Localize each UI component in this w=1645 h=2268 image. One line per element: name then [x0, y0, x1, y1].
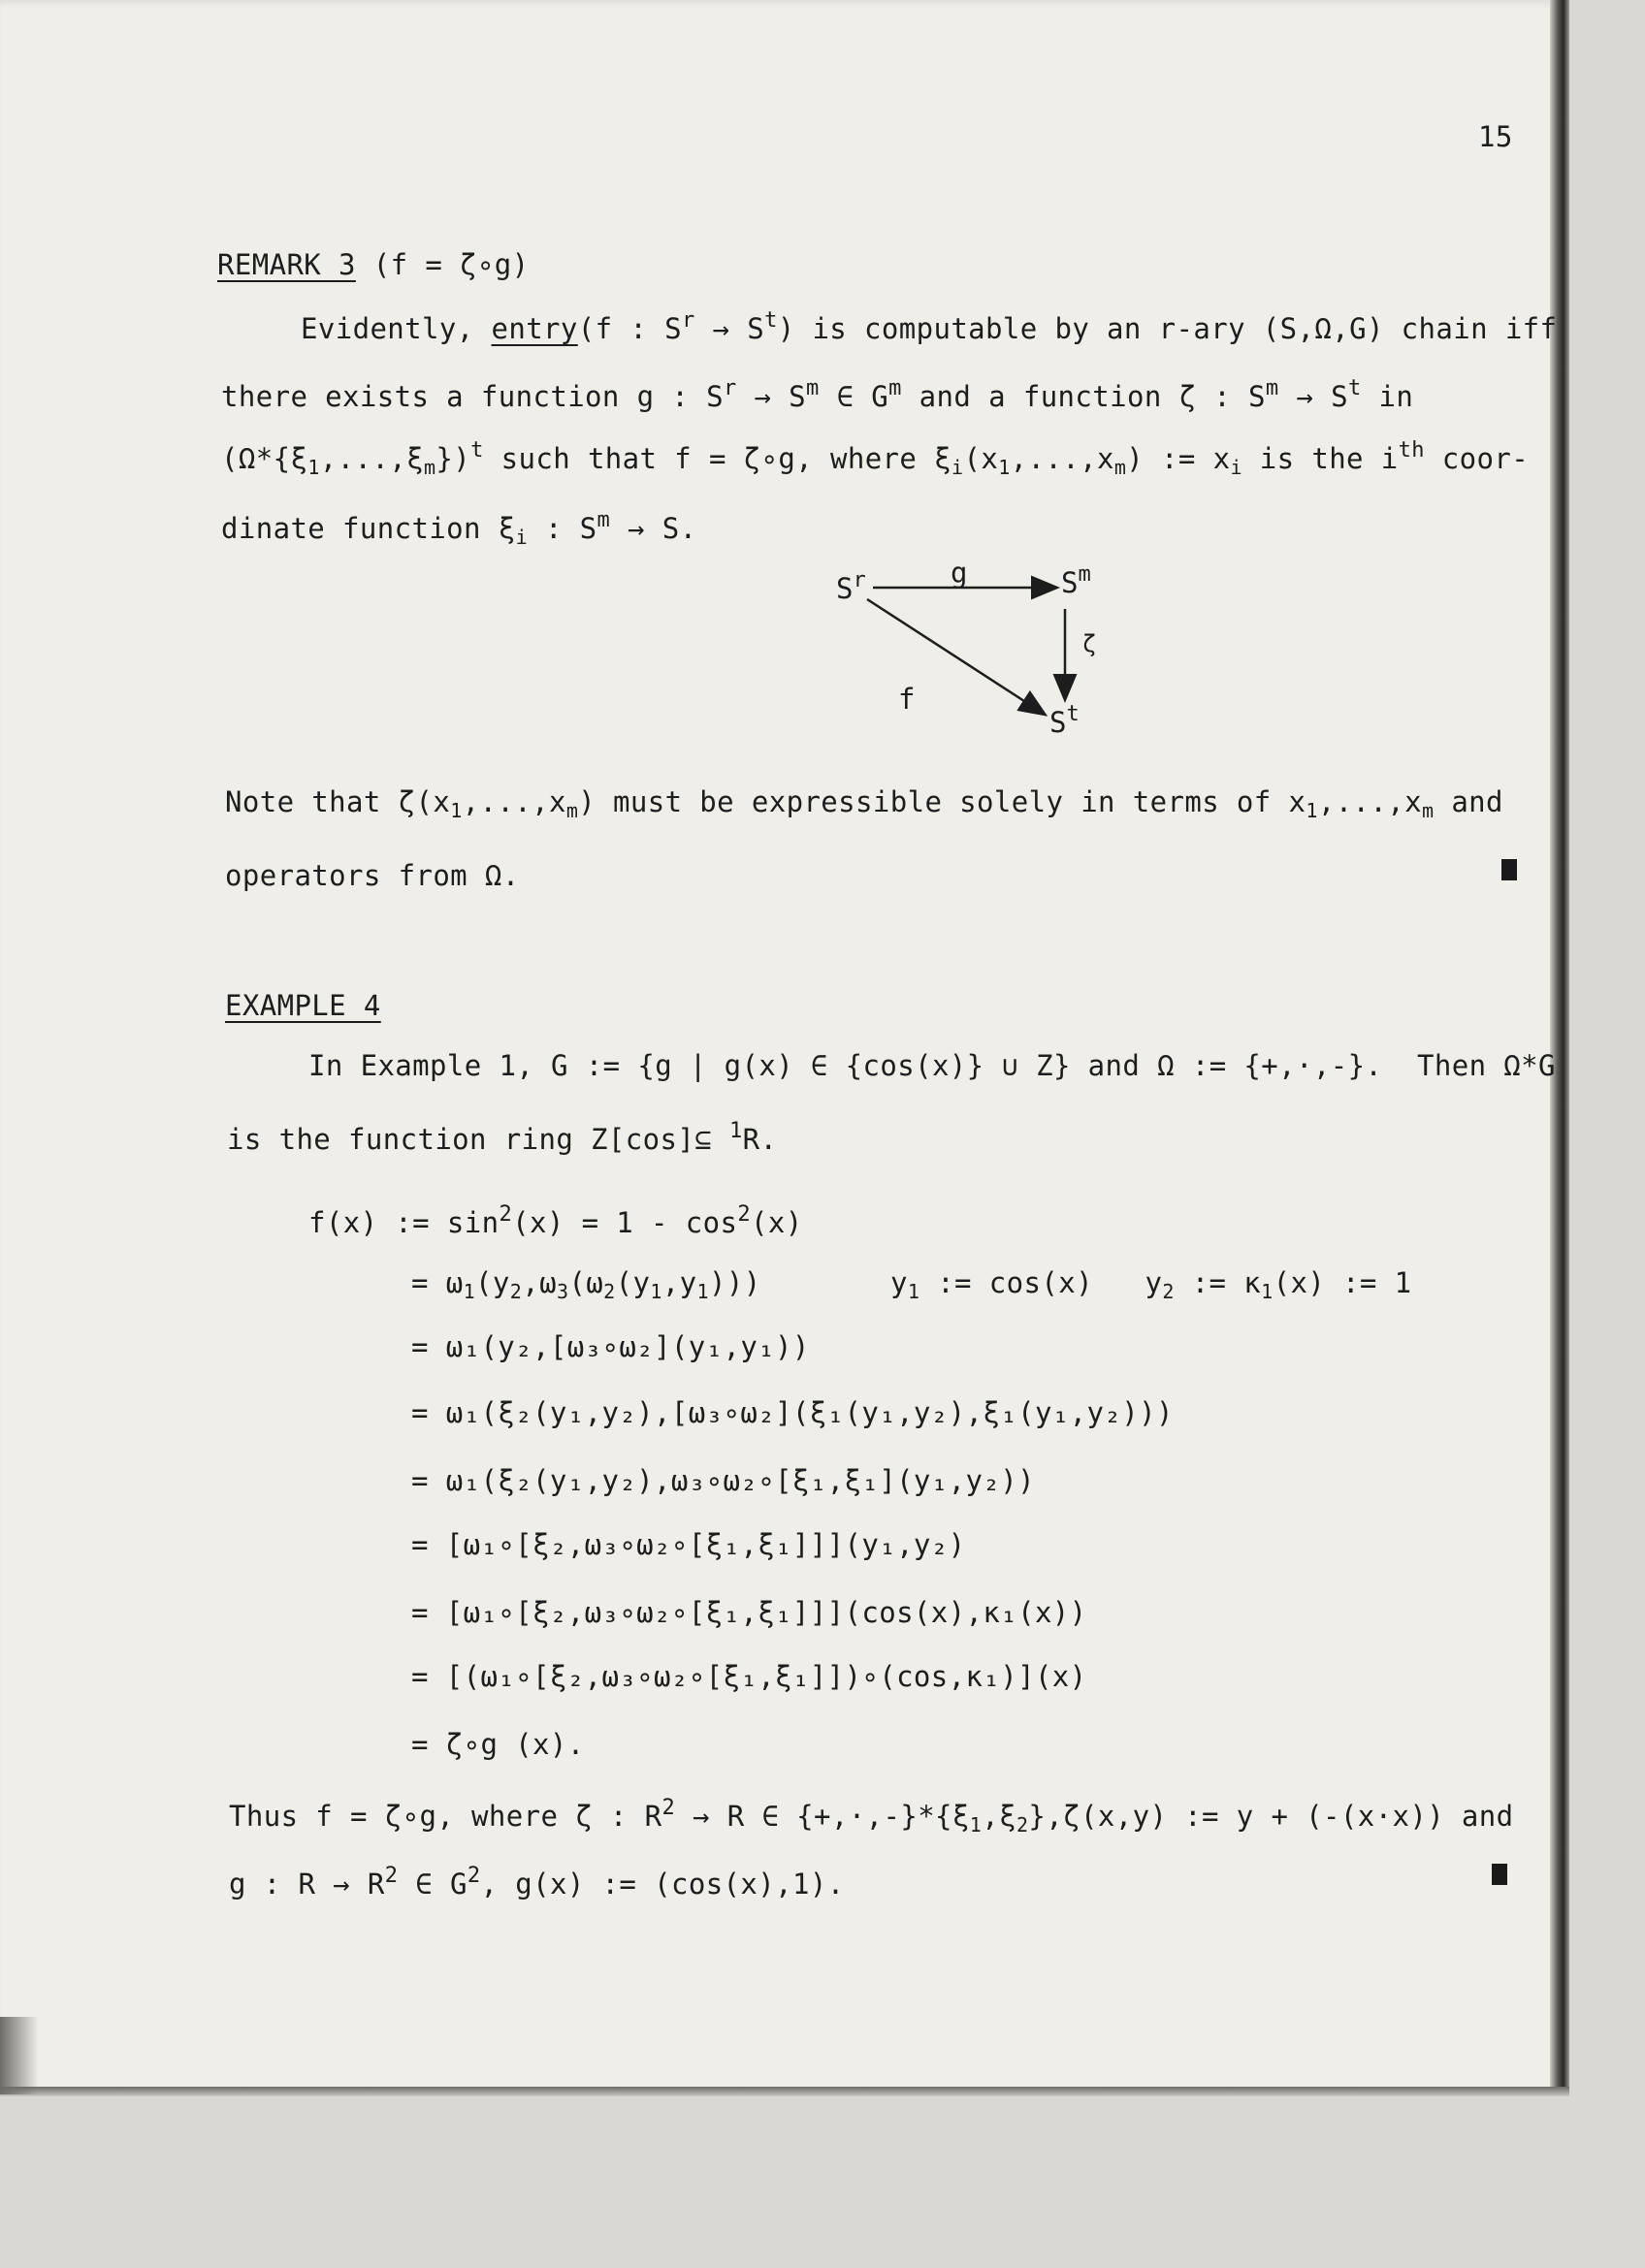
example-line-1: In Example 1, G := {g | g(x) ∈ {cos(x)} ∪ Z} and Ω := {+,·,-}. Then Ω*G — [308, 1049, 1556, 1082]
thus-line-2: g : $R \to R^2$ ∈ $G^2$, g(x) := (cos(x),1). — [229, 1864, 845, 1901]
thus-line-1: Thus f = ζ∘g, where ζ : $R^2 \to R$ ∈ $\{+,\cdot,-\}*\{\xi_1,\xi_2\},\zeta(x,y)$ := y + (-(x·x)) and — [229, 1796, 1514, 1837]
equation-1: f(x) := $\sin^2(x) = 1 - \cos^2(x)$ — [308, 1202, 803, 1239]
equation-2-definitions: $y_1$ := cos(x) $y_2$ := $\kappa_1(x)$ := 1 — [890, 1266, 1412, 1303]
equation-3: = ω₁(y₂,[ω₃∘ω₂](y₁,y₁)) — [411, 1330, 810, 1363]
arrow-f — [867, 599, 1044, 714]
equation-7: = [ω₁∘[ξ₂,ω₃∘ω₂∘[ξ₁,ξ₁]]](cos(x),κ₁(x)) — [411, 1596, 1087, 1629]
commutative-diagram — [834, 553, 1125, 747]
label-g: g — [951, 557, 968, 590]
equation-8: = [(ω₁∘[ξ₂,ω₃∘ω₂∘[ξ₁,ξ₁]])∘(cos,κ₁)](x) — [411, 1660, 1087, 1693]
entry-term: entry — [491, 312, 578, 345]
qed-mark-remark — [1501, 859, 1517, 880]
equation-9: = ζ∘g (x). — [411, 1728, 585, 1761]
remark-heading-line — [217, 248, 530, 281]
equation-5: = ω₁(ξ₂(y₁,y₂),ω₃∘ω₂∘[ξ₁,ξ₁](y₁,y₂)) — [411, 1464, 1035, 1497]
note-line-2: operators from Ω. — [225, 859, 520, 892]
remark-heading-tail: (f = ζ∘g) — [355, 248, 530, 281]
remark-line-1: Evidently, entry(f : $S^r \to S^t$) is computable by an r-ary (S,Ω,G) chain iff — [301, 308, 1558, 345]
label-f: f — [898, 683, 916, 716]
label-zeta: ζ — [1082, 630, 1097, 657]
remark-line-2: there exists a function g : $S^r \to S^m$ ∈ $G^m$ and a function ζ : $S^m \to S^t$ in — [221, 376, 1414, 413]
node-s-r: $S^r$ — [836, 568, 866, 605]
equation-4: = ω₁(ξ₂(y₁,y₂),[ω₃∘ω₂](ξ₁(y₁,y₂),ξ₁(y₁,y₂))) — [411, 1396, 1174, 1429]
node-s-m: $S^m$ — [1061, 562, 1091, 599]
scan-stain — [0, 2017, 39, 2094]
example-heading: EXAMPLE 4 — [225, 989, 381, 1022]
note-line-1: Note that $\zeta(x_1,...,x_m)$ must be expressible solely in terms of $x_1,...,x_m$ and — [225, 785, 1503, 822]
example-line-2: is the function ring Z[cos]⊆ $^1$R. — [227, 1119, 778, 1156]
remark-line-4: dinate function $\xi_i$ : $S^m \to S$. — [221, 508, 697, 549]
remark-line-3: $(\Omega*\{\xi_1,...,\xi_m\})^t$ such that f = ζ∘g, where $\xi_i(x_1,...,x_m)$ := $x_i$ is the $i^{th}$ coor- — [221, 438, 1530, 479]
remark-heading: REMARK 3 — [217, 248, 356, 281]
paper-bottom-edge — [0, 2087, 1569, 2096]
qed-mark-example — [1492, 1864, 1507, 1885]
equation-6: = [ω₁∘[ξ₂,ω₃∘ω₂∘[ξ₁,ξ₁]]](y₁,y₂) — [411, 1528, 966, 1561]
equation-2: = $\omega_1(y_2,\omega_3(\omega_2(y_1,y_1)))$ — [411, 1266, 761, 1303]
page-number: 15 — [1478, 120, 1513, 153]
node-s-t: $S^t$ — [1049, 702, 1080, 739]
